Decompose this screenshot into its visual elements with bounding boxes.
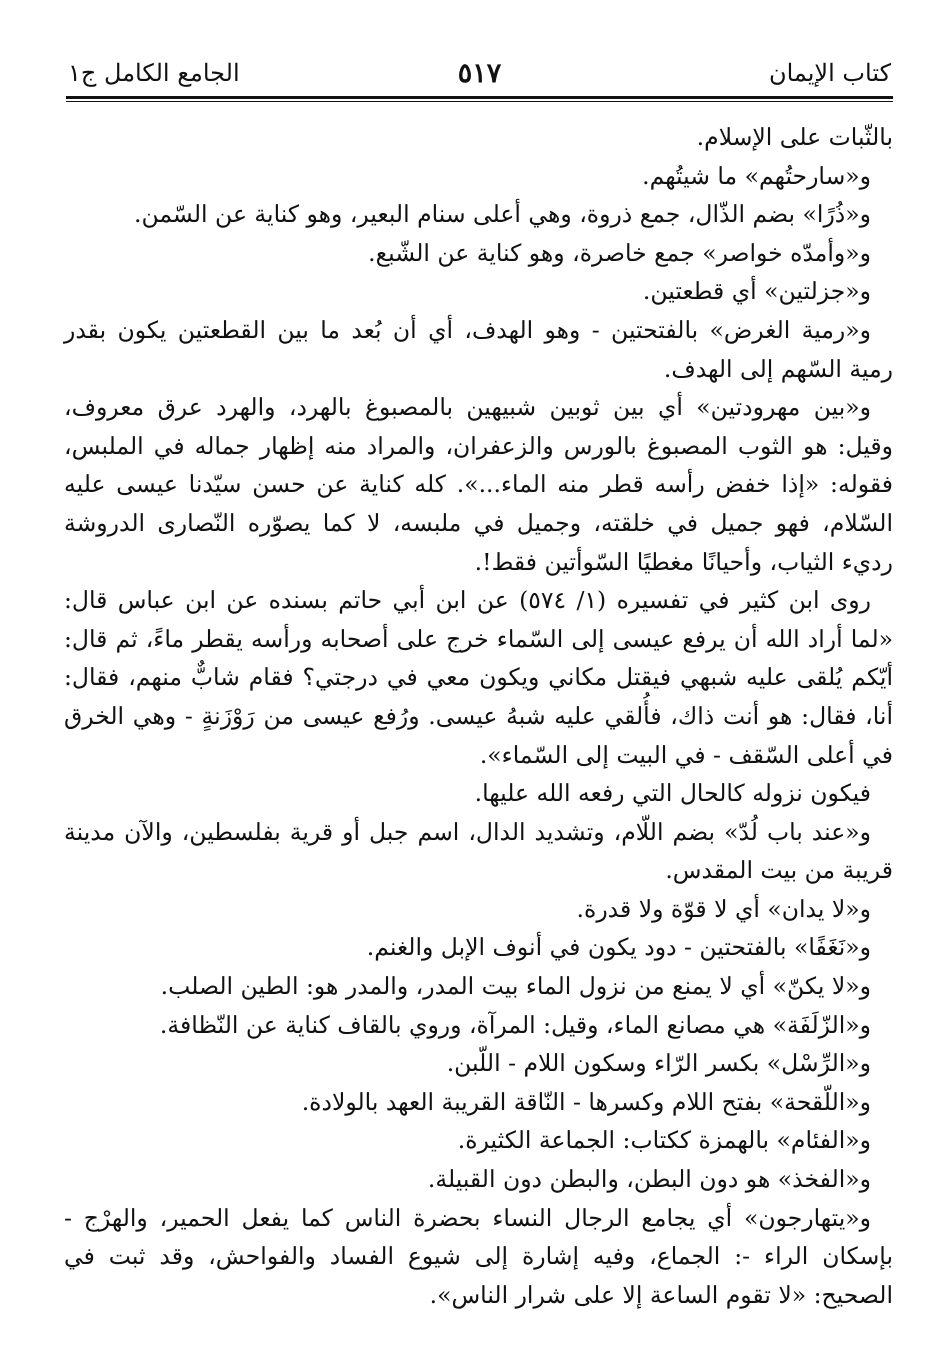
paragraph: و«الرِّسْل» بكسر الرّاء وسكون اللام - اللّبن. (446, 1049, 871, 1078)
paragraph: و«اللّقحة» بفتح اللام وكسرها - النّاقة القريبة العهد بالولادة. (301, 1087, 871, 1116)
book-title: الجامع الكامل ج١ (68, 59, 240, 87)
paragraph: و«لا يكنّ» أي لا يمنع من نزول الماء بيت المدر، والمدر هو: الطين الصلب. (160, 972, 871, 1001)
page-number: ٥١٧ (457, 57, 502, 89)
paragraph: روى ابن كثير في تفسيره (١/ ٥٧٤) عن ابن أبي حاتم بسنده عن ابن عباس قال: «لما أراد الله أن يرفع عيسى إلى السّماء خرج على أصحابه ورأسه يقطر ماءً، ثم قال: أيّكم يُلقى عليه شبهي فيقتل مكاني ويكون معي في درجتي؟ فقام شابٌّ منهم، فقال: أنا، فقال: هو أنت ذاك، فأُلقي عليه شبهُ عيسى. ورُفع عيسى من رَوْزَنةٍ - وهي الخرق في أعلى السّقف - في البيت إلى السّماء». (64, 586, 893, 769)
running-header (68, 48, 891, 98)
header-rule-thick (66, 96, 893, 99)
paragraph: بالثّبات على الإسلام. (696, 123, 893, 151)
paragraph: فيكون نزوله كالحال التي رفعه الله عليها. (474, 779, 871, 808)
paragraph: و«جزلتين» أي قطعتين. (642, 277, 871, 306)
paragraph: و«ذُرًا» بضم الذّال، جمع ذروة، وهي أعلى سنام البعير، وهو كناية عن السّمن. (133, 200, 871, 229)
paragraph: و«الزّلَفَة» هي مصانع الماء، وقيل: المرآة، وروي بالقاف كناية عن النّظافة. (159, 1010, 871, 1039)
paragraph: و«بين مهرودتين» أي بين ثوبين شبيهين بالمصبوغ بالهرد، والهرد عرق معروف، وقيل: هو الثوب المصبوغ بالورس والزعفران، والمراد منه إظهار جماله في الملبس، فقوله: «إذا خفض رأسه قطر منه الماء...». كله كناية عن حسن سيّدنا عيسى عليه السّلام، فهو جميل في خلقته، وجميل في ملبسه، لا كما يصوّره النّصارى الدروشة رديء الثياب، وأحيانًا مغطيًا السّوأتين فقط!. (64, 393, 893, 576)
header-rule-thin (66, 101, 893, 102)
paragraph: و«الفخذ» هو دون البطن، والبطن دون القبيلة. (427, 1165, 871, 1194)
paragraph: و«رمية الغرض» بالفتحتين - وهو الهدف، أي أن بُعد ما بين القطعتين يكون بقدر رمية السّهم إلى الهدف. (64, 315, 893, 383)
chapter-title: كتاب الإيمان (768, 59, 891, 87)
paragraph: و«يتهارجون» أي يجامع الرجال النساء بحضرة الناس كما يفعل الحمير، والهرْج - بإسكان الراء -: الجماع، وفيه إشارة إلى شيوع الفساد والفواحش، وقد ثبت في الصحيح: «لا تقوم الساعة إلا على شرار الناس». (64, 1203, 893, 1309)
paragraph: و«وأمدّه خواصر» جمع خاصرة، وهو كناية عن الشّبع. (368, 238, 871, 267)
paragraph: و«عند باب لُدّ» بضم اللّام، وتشديد الدال، اسم جبل أو قرية بفلسطين، والآن مدينة قريبة من بيت المقدس. (64, 817, 893, 885)
page-body (64, 118, 893, 1314)
paragraph: و«نَغَفًا» بالفتحتين - دود يكون في أنوف الإبل والغنم. (366, 933, 871, 962)
paragraph: و«الفئام» بالهمزة ككتاب: الجماعة الكثيرة. (457, 1126, 871, 1155)
paragraph: و«سارحتُهم» ما شيتُهم. (642, 161, 871, 190)
paragraph: و«لا يدان» أي لا قوّة ولا قدرة. (576, 894, 871, 923)
